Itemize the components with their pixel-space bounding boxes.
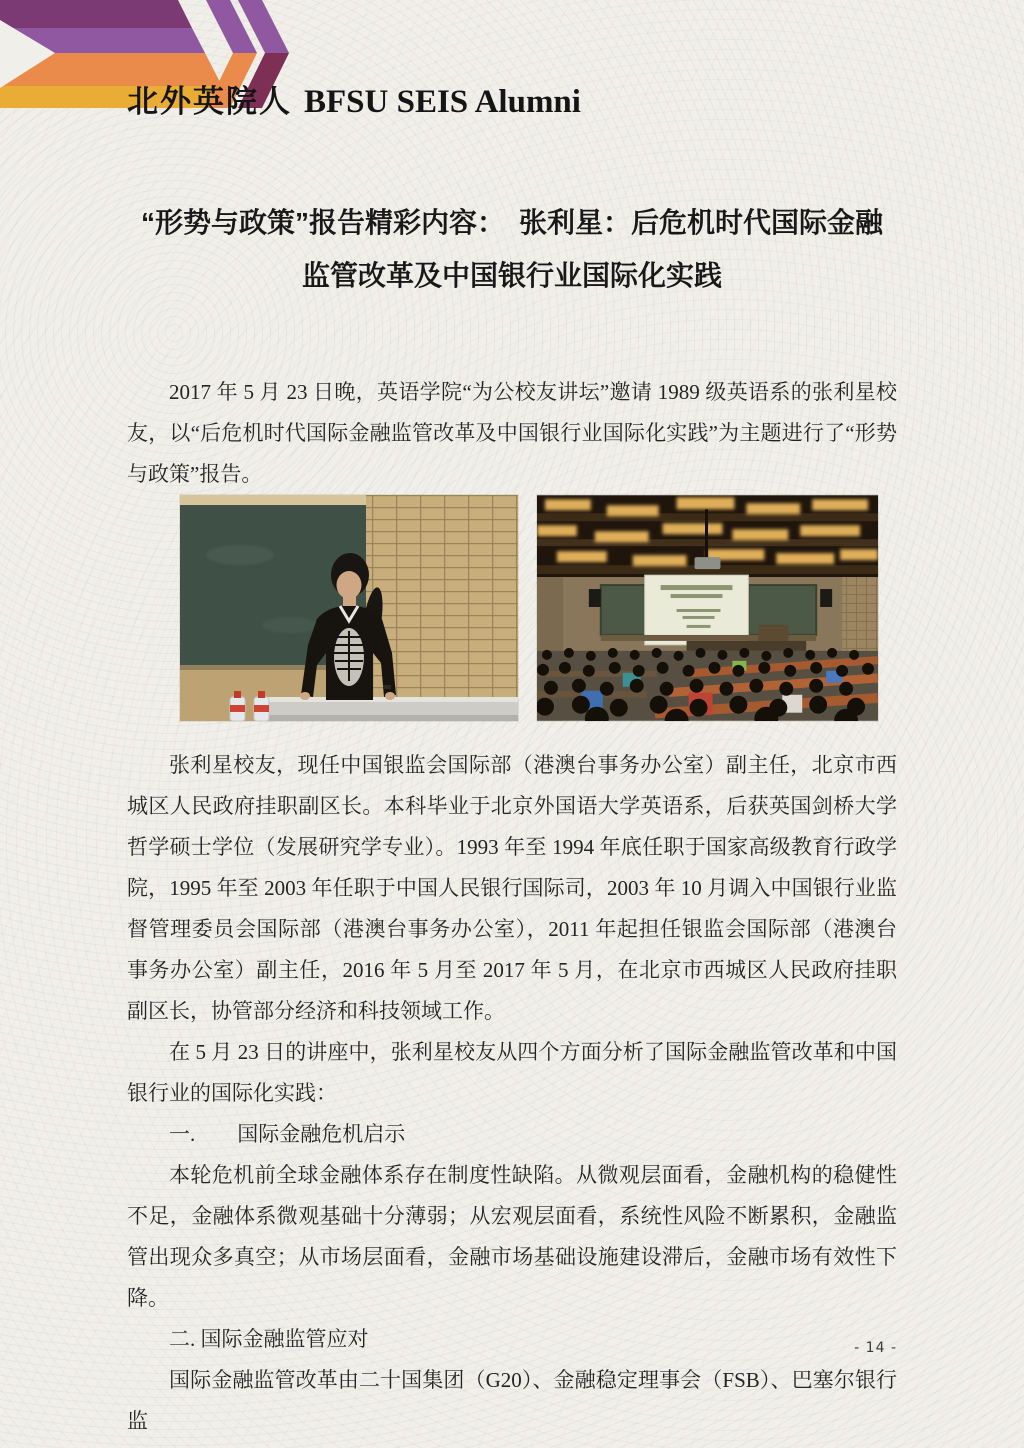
masthead-cjk-title: 北外英院人 [127, 84, 292, 119]
speaker-photo [180, 495, 518, 721]
masthead [127, 76, 581, 121]
article-title-line2: 监管改革及中国银行业国际化实践 [301, 260, 722, 291]
paragraph-lecture-overview: 在 5 月 23 日的讲座中，张利星校友从四个方面分析了国际金融监管改革和中国银行业的国际化实践： [127, 1040, 897, 1105]
article-title [127, 196, 897, 302]
paragraph-bio: 张利星校友，现任中国银监会国际部（港澳台事务办公室）副主任，北京市西城区人民政府挂职副区长。本科毕业于北京外国语大学英语系，后获英国剑桥大学哲学硕士学位（发展研究学专业）。1993 年至 1994 年底任职于国家高级教育行政学院，1995 年至 2003 年任职于中国人民银行国际司，2003 年 10 月调入中国银行业监督管理委员会国际部（港澳台事务办公室），2011 年起担任银监会国际部（港澳台事务办公室）副主任，2016 年 5 月至 2017 年 5 月，在北京市西城区人民政府挂职副区长，协管部分经济和科技领域工作。 [127, 753, 897, 1023]
paragraph-intro: 2017 年 5 月 23 日晚，英语学院“为公校友讲坛”邀请 1989 级英语系的张利星校友，以“后危机时代国际金融监管改革及中国银行业国际化实践”为主题进行了“形势与政策”报告。 [127, 380, 897, 486]
list-item-1: 一. 国际金融危机启示 [169, 1122, 406, 1146]
masthead-latin-title: BFSU SEIS Alumni [304, 84, 581, 120]
page-number: - 14 - [854, 1340, 897, 1356]
paragraph-regulation: 国际金融监管改革由二十国集团（G20）、金融稳定理事会（FSB）、巴塞尔银行监 [127, 1368, 897, 1433]
audience-photo [537, 495, 878, 721]
article-title-line1: “形势与政策”报告精彩内容： 张利星：后危机时代国际金融 [140, 207, 883, 238]
article-body [127, 372, 897, 1442]
photo-row [180, 495, 897, 721]
list-item-2: 二. 国际金融监管应对 [169, 1327, 369, 1351]
paragraph-crisis: 本轮危机前全球金融体系存在制度性缺陷。从微观层面看，金融机构的稳健性不足，金融体系微观基础十分薄弱；从宏观层面看，系统性风险不断累积，金融监管出现众多真空；从市场层面看，金融市场基础设施建设滞后，金融市场有效性下降。 [127, 1163, 897, 1310]
